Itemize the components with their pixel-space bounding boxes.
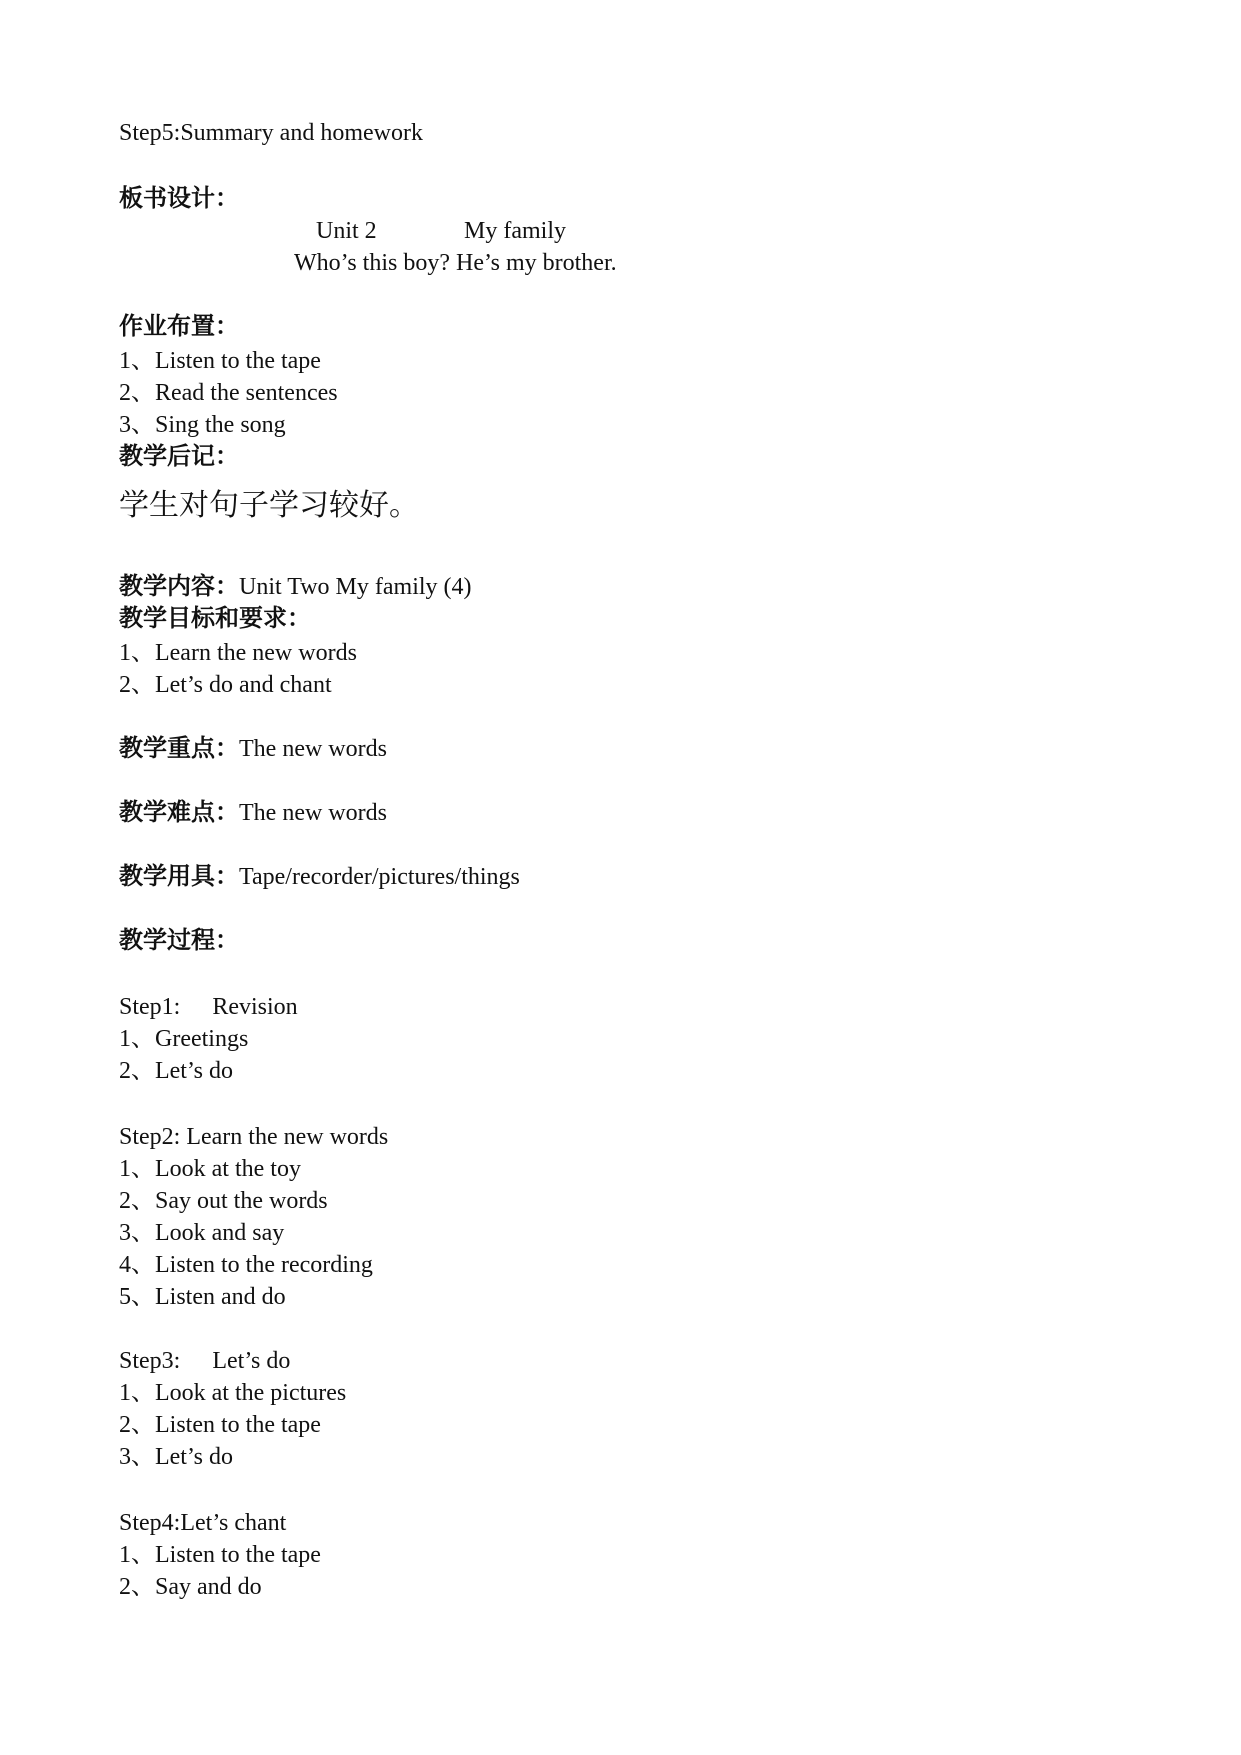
step3-item: 1、Look at the pictures — [119, 1380, 347, 1406]
process-label: 教学过程： — [119, 928, 239, 954]
tools-line — [119, 862, 520, 892]
homework-item: 1、Listen to the tape — [119, 348, 321, 374]
step4-heading: Step4:Let’s chant — [119, 1510, 287, 1536]
reflection-label: 教学后记： — [119, 444, 239, 470]
content-line — [119, 572, 472, 602]
step1-item: 1、Greetings — [119, 1026, 249, 1052]
board-title: My family — [464, 218, 566, 244]
step2-heading: Step2: Learn the new words — [119, 1124, 389, 1150]
tools-label: 教学用具： — [119, 864, 239, 890]
homework-item: 3、Sing the song — [119, 412, 286, 438]
goals-label: 教学目标和要求： — [119, 606, 311, 632]
step2-item: 5、Listen and do — [119, 1284, 286, 1310]
step3-item: 2、Listen to the tape — [119, 1412, 321, 1438]
goal-item: 2、Let’s do and chant — [119, 672, 332, 698]
step2-item: 3、Look and say — [119, 1220, 285, 1246]
step1-label: Step1: — [119, 994, 181, 1020]
key-label: 教学重点： — [119, 736, 239, 762]
step3-item: 3、Let’s do — [119, 1444, 233, 1470]
content-value: Unit Two My family (4) — [239, 574, 472, 600]
step2-item: 2、Say out the words — [119, 1188, 328, 1214]
step2-item: 1、Look at the toy — [119, 1156, 301, 1182]
step4-item: 1、Listen to the tape — [119, 1542, 321, 1568]
difficulty-label: 教学难点： — [119, 800, 239, 826]
step3-heading — [119, 1346, 290, 1376]
board-unit: Unit 2 — [316, 218, 377, 244]
tools-value: Tape/recorder/pictures/things — [239, 864, 520, 890]
step2-item: 4、Listen to the recording — [119, 1252, 373, 1278]
reflection-text: 学生对句子学习较好。 — [119, 489, 419, 522]
step1-value: Revision — [212, 994, 298, 1020]
key-value: The new words — [239, 736, 387, 762]
step3-label: Step3: — [119, 1348, 181, 1374]
homework-item: 2、Read the sentences — [119, 380, 338, 406]
step1-item: 2、Let’s do — [119, 1058, 233, 1084]
step5-heading: Step5:Summary and homework — [119, 120, 423, 146]
goal-item: 1、Learn the new words — [119, 640, 357, 666]
step4-item: 2、Say and do — [119, 1574, 262, 1600]
step3-value: Let’s do — [212, 1348, 291, 1374]
step1-heading — [119, 992, 298, 1022]
difficulty-value: The new words — [239, 800, 387, 826]
board-design-label: 板书设计： — [119, 186, 239, 212]
board-sentence: Who’s this boy? He’s my brother. — [294, 250, 617, 276]
difficulty-line — [119, 798, 387, 828]
content-label: 教学内容： — [119, 574, 239, 600]
key-line — [119, 734, 387, 764]
homework-label: 作业布置： — [119, 314, 239, 340]
